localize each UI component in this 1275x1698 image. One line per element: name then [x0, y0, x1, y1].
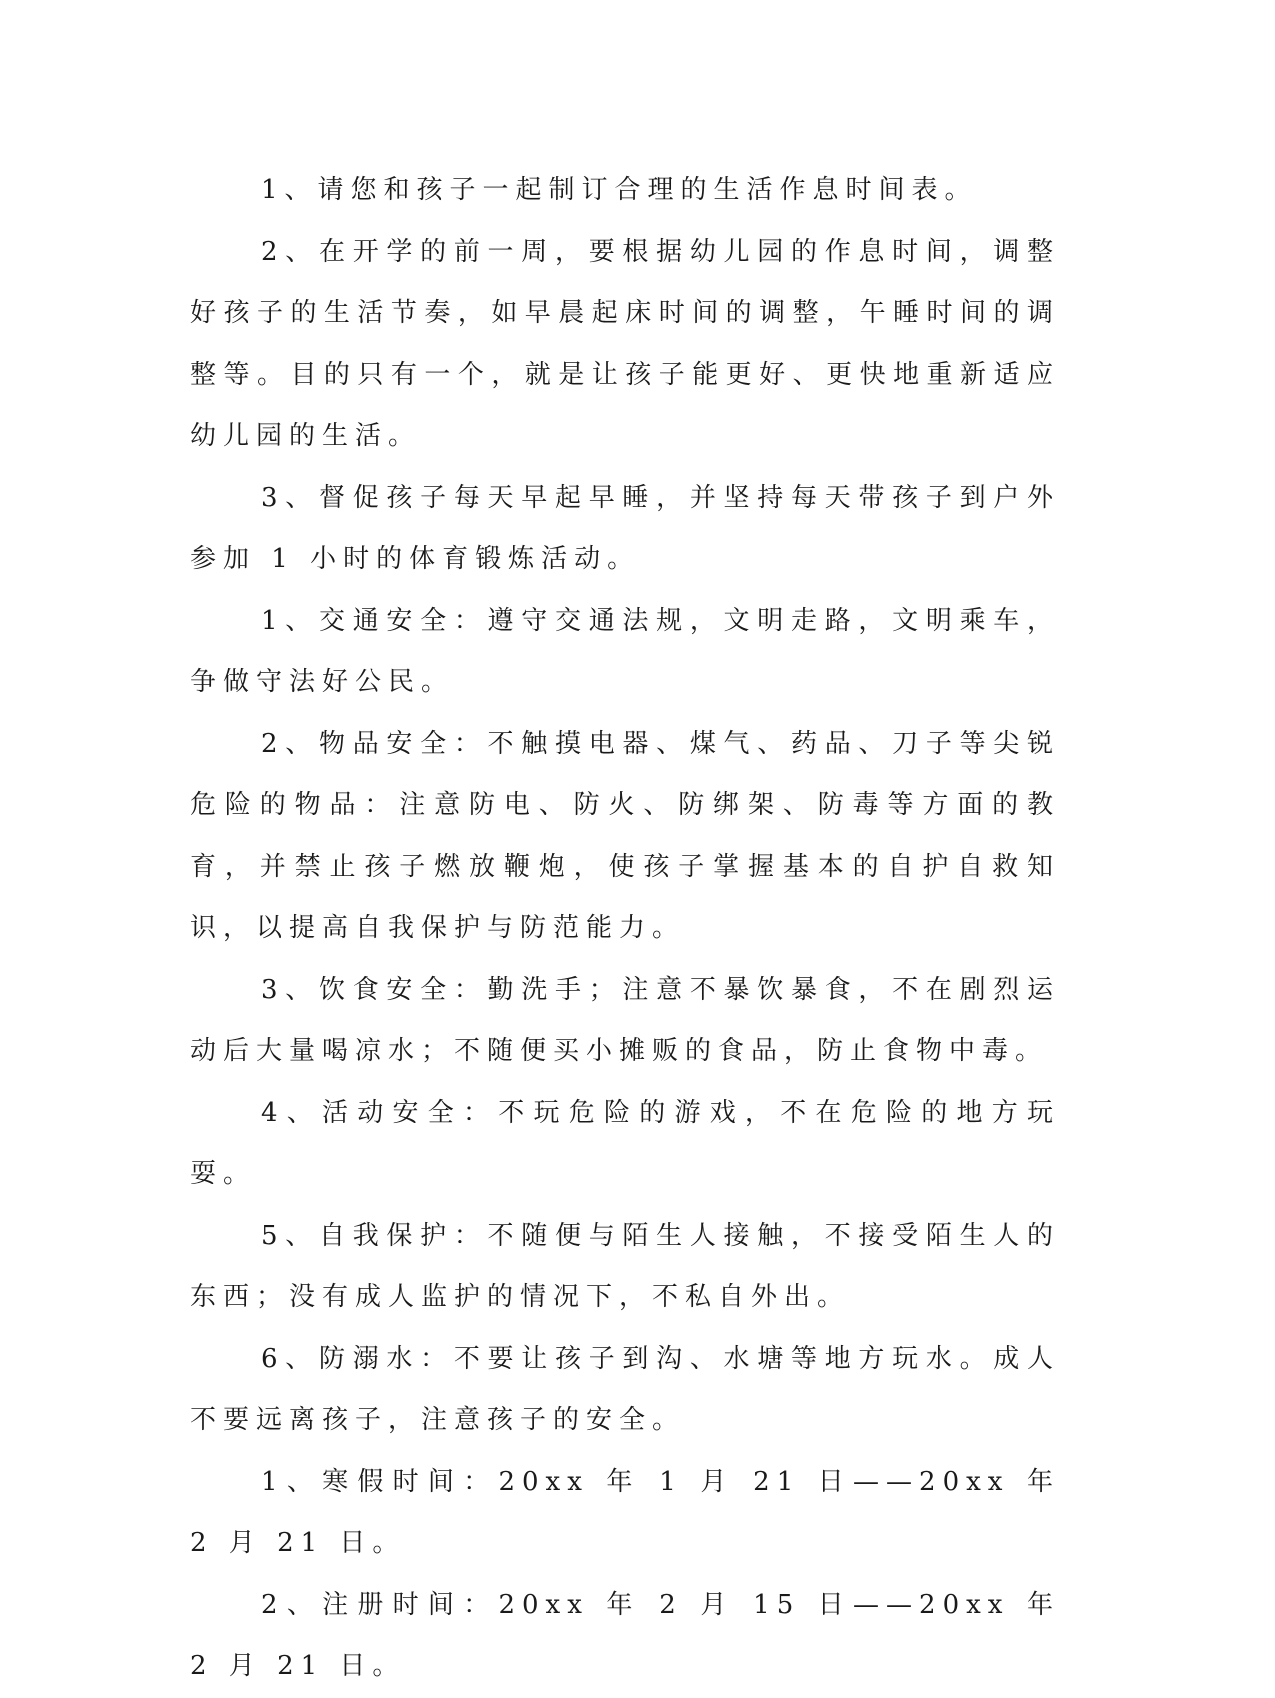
paragraph-activity-safety: 4、活动安全：不玩危险的游戏，不在危险的地方玩耍。	[190, 1097, 1060, 1189]
document-body	[190, 160, 1060, 1698]
paragraph-schedule-plan: 1、请您和孩子一起制订合理的生活作息时间表。	[261, 175, 978, 205]
paragraph-adjust-rhythm: 2、在开学的前一周，要根据幼儿园的作息时间，调整好孩子的生活节奏，如早晨起床时间的调整，午睡时间的调整等。目的只有一个，就是让孩子能更好、更快地重新适应幼儿园的生活。	[190, 236, 1060, 451]
paragraph-winter-break-dates: 1、寒假时间：20xx 年 1 月 21 日——20xx 年 2 月 21 日。	[190, 1466, 1060, 1558]
paragraph-item-safety: 2、物品安全：不触摸电器、煤气、药品、刀子等尖锐危险的物品：注意防电、防火、防绑架、防毒等方面的教育，并禁止孩子燃放鞭炮，使孩子掌握基本的自护自救知识，以提高自我保护与防范能力。	[190, 728, 1060, 943]
paragraph-food-safety: 3、饮食安全：勤洗手；注意不暴饮暴食，不在剧烈运动后大量喝凉水；不随便买小摊贩的食品，防止食物中毒。	[190, 974, 1060, 1066]
paragraph-early-rise: 3、督促孩子每天早起早睡，并坚持每天带孩子到户外参加 1 小时的体育锻炼活动。	[190, 482, 1060, 574]
paragraph-registration-dates: 2、注册时间：20xx 年 2 月 15 日——20xx 年 2 月 21 日。	[190, 1589, 1060, 1681]
paragraph-drowning-prevention: 6、防溺水：不要让孩子到沟、水塘等地方玩水。成人不要远离孩子，注意孩子的安全。	[190, 1343, 1060, 1435]
paragraph-self-protection: 5、自我保护：不随便与陌生人接触，不接受陌生人的东西；没有成人监护的情况下，不私自外出。	[190, 1220, 1060, 1312]
paragraph-traffic-safety: 1、交通安全：遵守交通法规，文明走路，文明乘车，争做守法好公民。	[190, 605, 1060, 697]
